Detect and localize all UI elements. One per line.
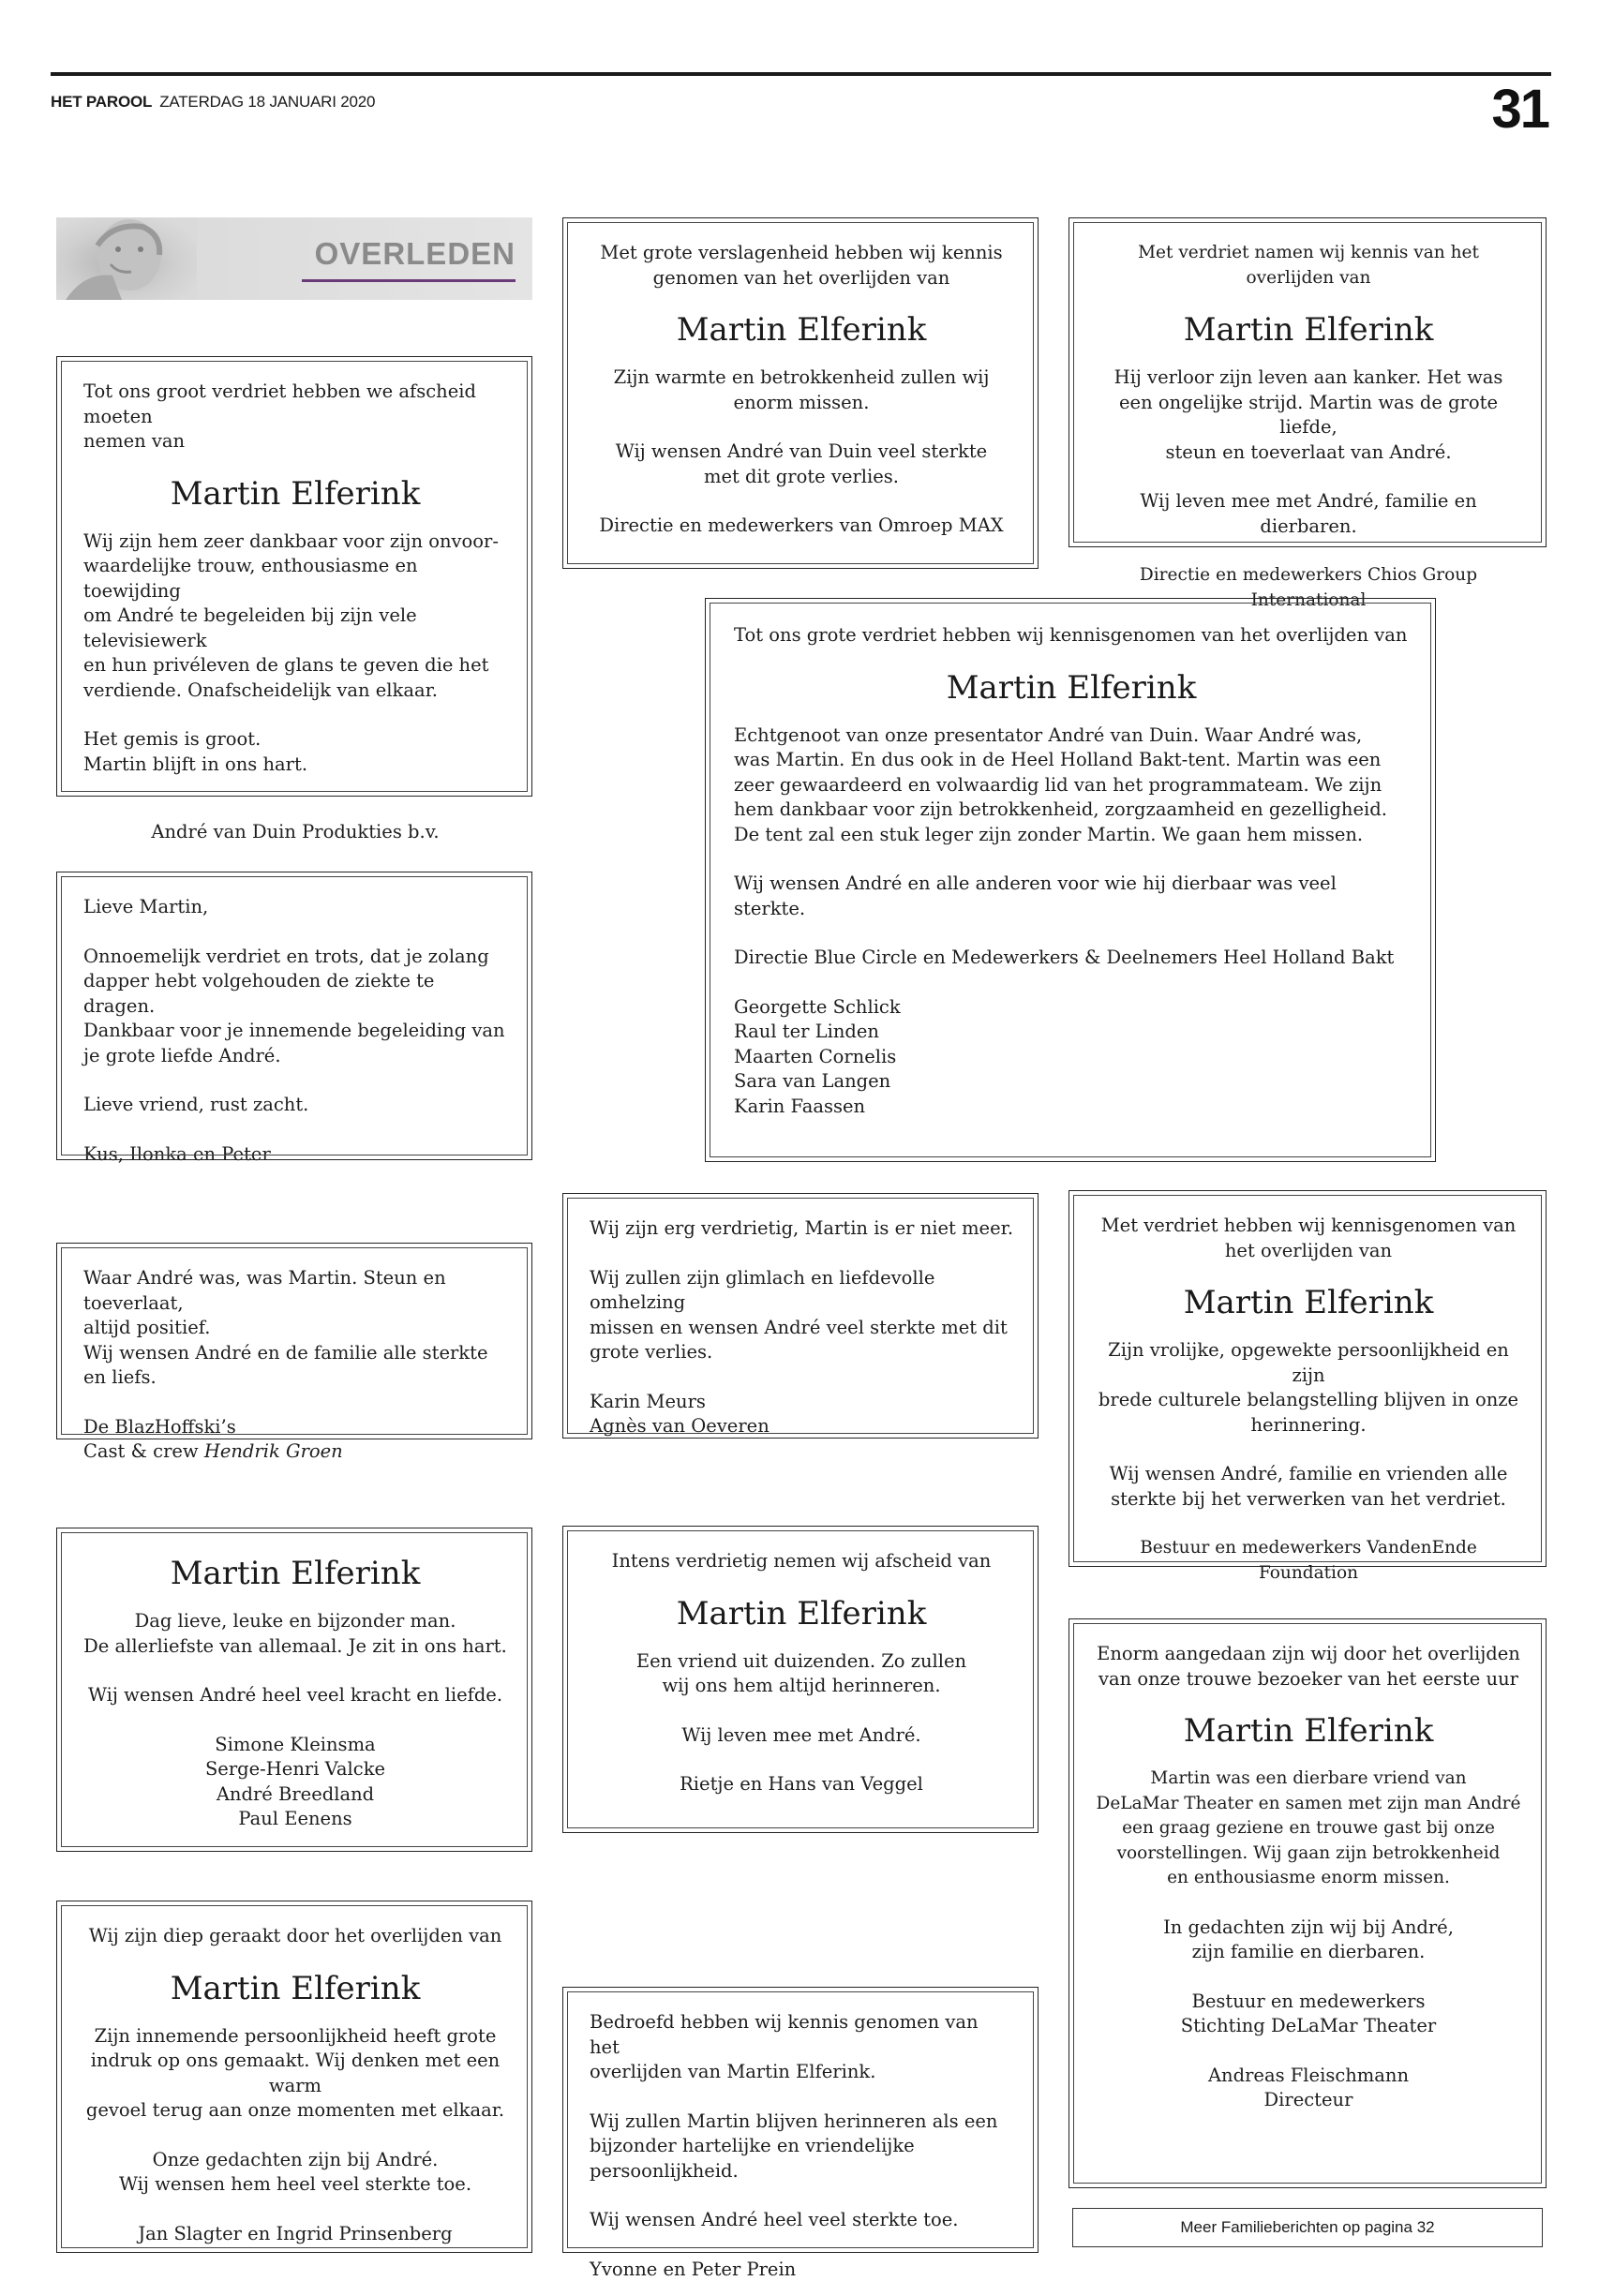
text-line: missen en wensen André veel sterkte met dit [590,1316,1008,1338]
notice-paragraph [734,623,1409,649]
text-line: Met verdriet namen wij kennis van het overlijden van [1138,243,1479,288]
text-line: Onze gedachten zijn bij André. [152,2148,439,2170]
text-line: Georgette Schlick [734,995,901,1018]
notice-paragraph [1096,1536,1521,1586]
notice-paragraph [83,895,507,920]
notice-paragraph [1096,1642,1521,1692]
text-line: Bestuur en medewerkers [1191,1990,1426,2012]
text-line: herinnering. [1250,1413,1367,1436]
text-line: Sara van Langen [734,1070,891,1092]
text-line: Zijn innemende persoonlijkheid heeft grote [94,2024,497,2047]
text-line: enorm missen. [733,391,870,413]
notice-paragraph [734,995,1409,1120]
text-line: zijn familie en dierbaren. [1191,1941,1426,1962]
text-line: indruk op ons gemaakt. Wij denken met een warm [90,2050,501,2096]
text-line: Simone Kleinsma [215,1733,376,1755]
notice-paragraph [1096,365,1521,465]
masthead [51,93,375,112]
deceased-name: Martin Elferink [676,1594,927,1633]
text-line: Met grote verslagenheid hebben wij kennis [600,242,1003,263]
text-line: Waar André was, was Martin. Steun en toeverlaat, [83,1267,446,1314]
text-line: Wij zijn diep geraakt door het overlijden van [88,1925,502,1946]
text-line: met dit grote verlies. [703,465,900,487]
text-line: André Breedland [216,1782,375,1805]
text-line: Hij verloor zijn leven aan kanker. Het was [1113,366,1503,388]
notice-paragraph [1096,489,1521,539]
text-line: bijzonder hartelijke en vriendelijke persoonlijkheid. [590,2135,915,2182]
text-line: In gedachten zijn wij bij André, [1163,1916,1454,1938]
notice-paragraph [734,872,1409,921]
text-line: sterkte bij het verwerken van het verdriet. [1111,1487,1506,1510]
notice-paragraph [83,2222,507,2247]
text-line: een ongelijke strijd. Martin was de grote liefde, [1119,391,1498,438]
text-line: Het gemis is groot. [83,728,262,750]
edition-date: ZATERDAG 18 JANUARI 2020 [159,93,376,111]
notice-paragraph [590,241,1013,291]
text-line: Met verdriet hebben wij kennisgenomen van [1100,1215,1517,1236]
notice-paragraph [1096,1338,1521,1438]
notice-paragraph [590,2208,1013,2233]
obituary-notice [562,1526,1039,1833]
notice-paragraph [590,365,1013,415]
deceased-name: Martin Elferink [676,311,927,349]
text-line: brede culturele belangstelling blijven in onze [1098,1389,1519,1410]
portrait-photo [56,217,197,300]
text-line: wij ons hem altijd herinneren. [662,1675,941,1696]
section-banner [56,217,532,300]
notice-paragraph [83,2148,507,2198]
text-line: Wij wensen André van Duin veel sterkte [615,440,988,462]
notice-paragraph [590,2110,1013,2184]
obituary-notice [1068,1618,1547,2188]
text-line: André van Duin Produkties b.v. [151,821,440,842]
notice-paragraph [590,2010,1013,2085]
text-line: Bestuur en medewerkers VandenEnde Foundation [1140,1538,1477,1583]
notice-paragraph [734,723,1409,848]
obituary-notice [56,356,532,842]
text-line: je grote liefde André. [83,1044,281,1066]
text-line: De tent zal een stuk leger zijn zonder Martin. We gaan hem missen. [734,823,1364,845]
text-line: Zijn warmte en betrokkenheid zullen wij [613,366,990,388]
notice-paragraph [590,1266,1013,1365]
text-line: Kus, Ilonka en Peter [83,1142,271,1165]
notice-paragraph [1096,1767,1521,1891]
text-line: Wij wensen André heel veel sterkte toe. [590,2209,959,2230]
text-line: Dag lieve, leuke en bijzonder man. [134,1610,456,1632]
text-line: grote verlies. [590,1341,713,1363]
notice-paragraph [590,440,1013,489]
text-line: Wij wensen André en de familie alle sterkte en liefs. [83,1341,488,1388]
notice-paragraph [1096,1916,1521,1965]
text-line: Enorm aangedaan zijn wij door het overlijden [1097,1643,1520,1664]
text-line: dapper hebt volgehouden de ziekte te dragen. [83,970,435,1017]
obituary-notice [1068,217,1547,610]
deceased-name: Martin Elferink [170,1555,421,1592]
notice-paragraph [1096,1990,1521,2039]
text-line: Rietje en Hans van Veggel [680,1773,923,1795]
deceased-name: Martin Elferink [170,474,421,513]
text-line: Intens verdrietig nemen wij afscheid van [611,1550,992,1572]
deceased-name: Martin Elferink [946,668,1197,707]
notice-paragraph [83,1609,507,1659]
obituary-notice [562,217,1039,569]
notice-paragraph [590,514,1013,539]
notice-paragraph [734,946,1409,971]
banner-accent-line [302,279,516,282]
text-line: Wij zijn erg verdrietig, Martin is er niet meer. [590,1217,1014,1239]
text-line: Wij zullen Martin blijven herinneren als een [590,2110,998,2132]
signature-title: Hendrik Groen [203,1440,343,1462]
text-line: Martin blijft in ons hart. [83,753,308,775]
obituary-notice [56,1528,532,1852]
notice-paragraph [83,820,507,845]
obituary-notice [56,872,532,1165]
text-line: waardelijke trouw, enthousiasme en toewijding [83,555,418,602]
text-line: en hun privéleven de glans te geven die het [83,654,489,676]
text-line: en enthousiasme enorm missen. [1167,1868,1450,1887]
text-line: Karin Faassen [734,1095,866,1117]
page-number: 31 [1491,79,1548,140]
text-line: gevoel terug aan onze momenten met elkaar. [85,2099,505,2121]
text-line: Maarten Cornelis [734,1045,897,1067]
notice-paragraph [1096,1214,1521,1263]
text-line: Tot ons grote verdriet hebben wij kennisgenomen van het overlijden van [734,624,1408,646]
newspaper-name: HET PAROOL [51,93,153,111]
notice-paragraph [590,1723,1013,1749]
notice-paragraph [83,1093,507,1118]
text-line: Raul ter Linden [734,1021,879,1042]
text-line: Yvonne en Peter Prein [590,2258,797,2280]
notice-paragraph [1096,1462,1521,1512]
text-line: Wij zijn hem zeer dankbaar voor zijn onvoor- [83,529,499,552]
text-line: De allerliefste van allemaal. Je zit in ons hart. [83,1634,507,1657]
text-line: Andreas Fleischmann [1207,2064,1410,2086]
notice-paragraph [1096,2064,1521,2113]
obituary-notice [562,1193,1039,1439]
text-line: nemen van [83,430,186,452]
deceased-name: Martin Elferink [1183,311,1434,349]
obituary-notice [56,1901,532,2253]
notice-paragraph [83,1733,507,1832]
notice-paragraph [590,1649,1013,1699]
text-line: Wij leven mee met André. [681,1723,921,1746]
notice-paragraph [590,1390,1013,1439]
obituary-notice [705,598,1436,1162]
text-line: Een vriend uit duizenden. Zo zullen [635,1649,967,1672]
text-line: was Martin. En dus ook in de Heel Holland Bakt-tent. Martin was een [734,749,1382,770]
text-line: Dankbaar voor je innemende begeleiding van [83,1020,505,1041]
signature-prefix: Cast & crew [83,1440,204,1462]
text-line: om André te begeleiden bij zijn vele televisiewerk [83,604,417,651]
notice-paragraph [83,1142,507,1168]
text-line: steun en toeverlaat van André. [1165,440,1452,463]
text-line: Onnoemelijk verdriet en trots, dat je zolang [83,945,489,967]
text-line: een graag geziene en trouwe gast bij onze [1122,1818,1495,1838]
text-line: het overlijden van [1224,1239,1393,1261]
text-line: zeer gewaardeerd en volwaardig lid van het programmateam. We zijn [734,773,1382,796]
text-line: Karin Meurs [590,1390,706,1412]
text-line: Tot ons groot verdriet hebben we afscheid moeten [83,380,476,427]
text-line: Directie en medewerkers van Omroep MAX [599,514,1004,536]
more-notices-note: Meer Familieberichten op pagina 32 [1072,2208,1543,2247]
text-line: Directie Blue Circle en Medewerkers & Deelnemers Heel Holland Bakt [734,947,1395,968]
text-line: Lieve Martin, [83,896,209,917]
notice-paragraph [83,945,507,1069]
notice-paragraph [83,1415,507,1440]
text-line: Wij wensen hem heel veel sterkte toe. [118,2173,472,2195]
notice-paragraph [1096,241,1521,291]
text-line: genomen van het overlijden van [652,266,950,289]
deceased-name: Martin Elferink [1183,1284,1434,1321]
text-line: Stichting DeLaMar Theater [1180,2015,1437,2036]
text-line: Serge-Henri Valcke [204,1758,386,1780]
notice-paragraph [590,1772,1013,1797]
notice-paragraph [83,380,507,455]
obituary-notice [1068,1190,1547,1583]
notice-paragraph [83,1683,507,1708]
top-rule [51,72,1551,76]
notice-paragraph [83,529,507,704]
section-title: OVERLEDEN [314,236,516,271]
text-line: voorstellingen. Wij gaan zijn betrokkenheid [1116,1842,1501,1863]
text-line: Wij zullen zijn glimlach en liefdevolle omhelzing [590,1266,935,1313]
notice-signature [83,1439,507,1465]
deceased-name: Martin Elferink [1183,1712,1434,1750]
text-line: Directeur [1263,2089,1353,2110]
notice-paragraph [83,1924,507,1949]
text-line: DeLaMar Theater en samen met zijn man André [1096,1793,1521,1813]
text-line: van onze trouwe bezoeker van het eerste uur [1098,1667,1518,1690]
text-line: verdiende. Onafscheidelijk van elkaar. [83,678,438,701]
text-line: Martin was een dierbare vriend van [1150,1768,1467,1788]
deceased-name: Martin Elferink [170,1969,421,2007]
text-line: Wij wensen André heel veel kracht en liefde. [87,1684,503,1706]
obituary-notice [56,1243,532,1462]
text-line: Directie en medewerkers Chios Group International [1139,565,1478,610]
text-line: Agnès van Oeveren [590,1415,770,1437]
notice-paragraph [590,2258,1013,2283]
text-line: overlijden van Martin Elferink. [590,2061,876,2082]
text-line: Bedroefd hebben wij kennis genomen van het [590,2011,979,2058]
text-line: Echtgenoot van onze presentator André van Duin. Waar André was, [734,723,1363,746]
notice-paragraph [83,2024,507,2124]
notice-paragraph [83,727,507,777]
notice-paragraph [83,1266,507,1391]
text-line: Paul Eenens [238,1808,352,1829]
text-line: Wij wensen André, familie en vrienden alle [1109,1463,1508,1484]
text-line: Wij wensen André en alle anderen voor wie hij dierbaar was veel sterkte. [734,872,1337,919]
text-line: Wij leven mee met André, familie en dierbaren. [1140,490,1477,537]
text-line: Lieve vriend, rust zacht. [83,1094,309,1115]
text-line: Jan Slagter en Ingrid Prinsenberg [138,2222,453,2244]
text-line: Zijn vrolijke, opgewekte persoonlijkheid en zijn [1108,1339,1509,1386]
text-line: altijd positief. [83,1317,211,1338]
text-line: hem dankbaar voor zijn betrokkenheid, zorgzaamheid en gezelligheid. [734,798,1387,820]
text-line: De BlazHoffski’s [83,1415,236,1438]
notice-paragraph [590,1549,1013,1574]
notice-paragraph [590,1216,1013,1242]
obituary-notice [562,1987,1039,2280]
